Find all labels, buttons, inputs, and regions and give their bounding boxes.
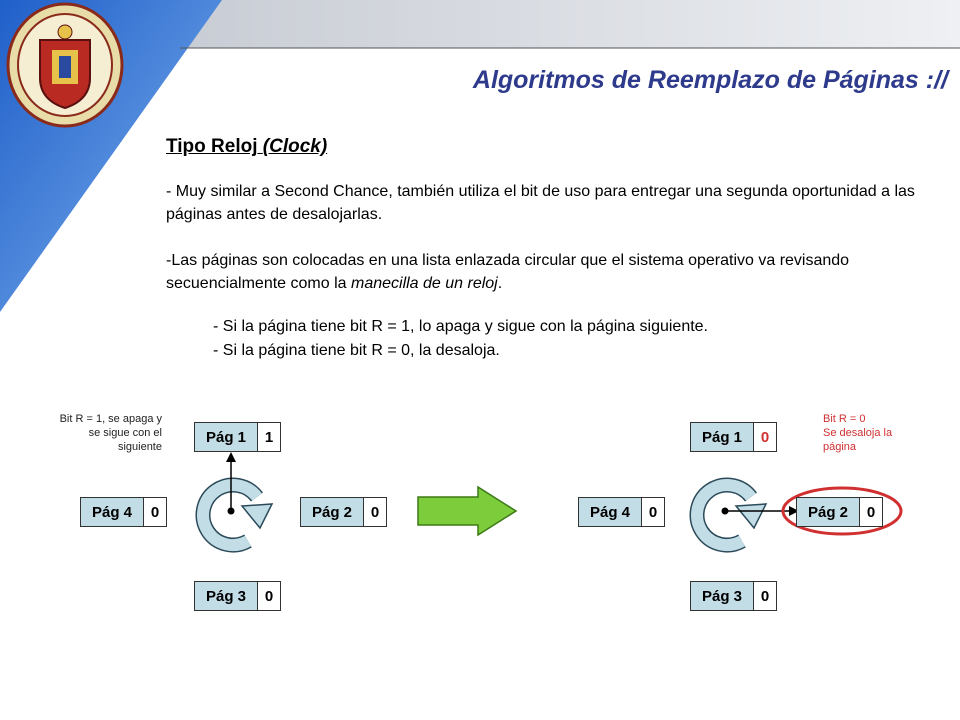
left-page-3: [194, 581, 281, 611]
page-label: Pág 3: [195, 582, 258, 610]
paragraph-2-end: .: [497, 275, 503, 292]
right-page-3: [690, 581, 777, 611]
bullet-2: - Si la página tiene bit R = 0, la desaloja.: [213, 342, 500, 359]
paragraph-2-emphasis: manecilla de un reloj: [350, 275, 498, 292]
right-page-4: [578, 497, 665, 527]
left-note-line: se sigue con el: [88, 427, 162, 439]
page-bit: 0: [144, 498, 166, 526]
clock-rotation-icon: [697, 485, 766, 545]
transition-arrow-icon: [418, 487, 516, 535]
clock-rotation-icon: [203, 485, 272, 545]
subtitle-paren: (Clock): [262, 136, 328, 157]
right-note-line: Bit R = 0: [823, 413, 866, 425]
left-note-line: siguiente: [117, 441, 162, 453]
page-label: Pág 4: [81, 498, 144, 526]
paragraph-2-start: -Las páginas son colocadas en una lista enlazada circular que el sistema operativo va revisando secuencialmente como la: [166, 252, 850, 292]
page-label: Pág 1: [195, 423, 258, 451]
left-page-2: [300, 497, 387, 527]
page-bit: 0: [258, 582, 280, 610]
page-label: Pág 2: [797, 498, 860, 526]
left-note-line: Bit R = 1, se apaga y: [59, 413, 162, 425]
right-note-line: página: [823, 441, 857, 453]
right-note-line: Se desaloja la: [823, 427, 893, 439]
page-label: Pág 2: [301, 498, 364, 526]
page-bit: 1: [258, 423, 280, 451]
left-page-4: [80, 497, 167, 527]
paragraph-1: - Muy similar a Second Chance, también utiliza el bit de uso para entregar una segunda oportunidad a las páginas antes de desalojarlas.: [166, 183, 915, 223]
page-label: Pág 4: [579, 498, 642, 526]
clock-hand-tip: [226, 452, 236, 462]
page-label: Pág 3: [691, 582, 754, 610]
page-bit: 0: [754, 582, 776, 610]
right-page-1: [690, 422, 777, 452]
page-label: Pág 1: [691, 423, 754, 451]
page-title: Algoritmos de Reemplazo de Páginas ://: [472, 66, 948, 94]
subtitle-main: Tipo Reloj: [166, 136, 258, 157]
bullet-1: - Si la página tiene bit R = 1, lo apaga y sigue con la página siguiente.: [213, 318, 708, 335]
left-page-1: [194, 422, 281, 452]
page-bit: 0: [642, 498, 664, 526]
page-bit-cleared: 0: [754, 423, 776, 451]
page-bit: 0: [364, 498, 386, 526]
right-page-2: [796, 497, 883, 527]
page-bit: 0: [860, 498, 882, 526]
